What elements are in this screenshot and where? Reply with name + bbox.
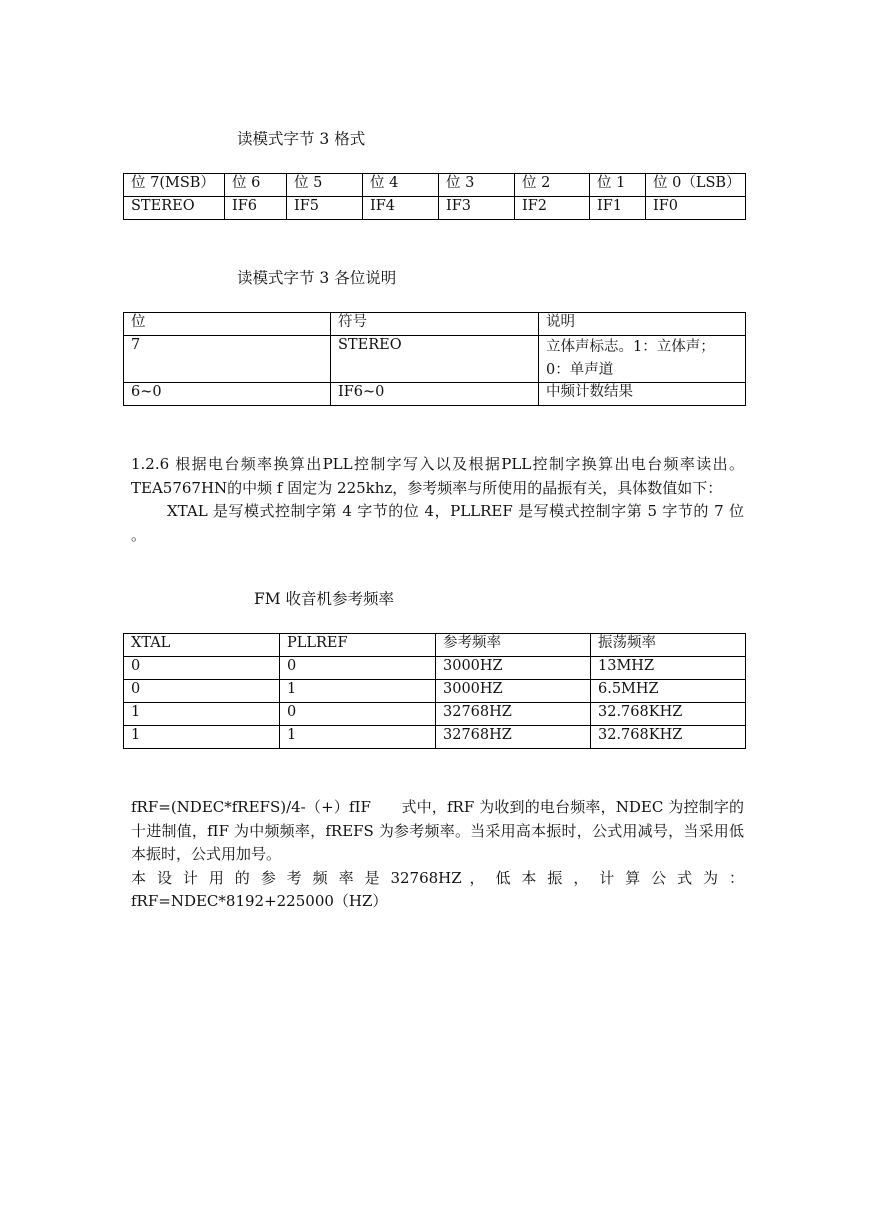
table-cell: 中频计数结果 (539, 383, 746, 406)
table1-caption: 读模式字节 3 格式 (237, 130, 366, 148)
header-cell: 位 3 (439, 174, 515, 197)
formula-explanation: fRF=(NDEC*fREFS)/4-（+）fIF 式中，fRF 为收到的电台频率，NDEC 为控制字的十进制值，fIF 为中频频率，fREFS 为参考频率。当采用高本振时，公式用减号，当采用低本振时，公式用加号。 (131, 798, 744, 863)
table-header-row (124, 313, 746, 336)
table-row (124, 336, 746, 383)
header-cell: 说明 (539, 313, 746, 336)
table-cell: 32.768KHZ (591, 703, 746, 726)
paragraph-pll (131, 453, 744, 547)
header-cell: 位 7(MSB） (124, 174, 225, 197)
design-reference-line: 本 设 计 用 的 参 考 频 率 是 32768HZ ， 低 本 振 ， 计 算 公 式 为 ： (131, 868, 744, 887)
header-cell: 位 4 (363, 174, 439, 197)
table-cell: 1 (124, 726, 280, 749)
table-row (124, 703, 746, 726)
header-cell: XTAL (124, 634, 280, 657)
table-row (124, 657, 746, 680)
table-cell: 13MHZ (591, 657, 746, 680)
table-cell: IF3 (439, 197, 515, 220)
table-cell: 0 (124, 657, 280, 680)
paragraph-text: 1.2.6 根据电台频率换算出PLL控制字写入以及根据PLL控制字换算出电台频率读出。TEA5767HN的中频 f 固定为 225khz，参考频率与所使用的晶振有关，具体数值如下： (131, 455, 744, 497)
table-cell: IF5 (287, 197, 363, 220)
header-cell: 位 6 (225, 174, 287, 197)
header-cell: 位 1 (590, 174, 646, 197)
header-cell: 参考频率 (436, 634, 591, 657)
table2-caption: 读模式字节 3 各位说明 (237, 269, 397, 287)
table-header-row (124, 174, 746, 197)
table-cell: 7 (124, 336, 331, 383)
table-cell: STEREO (331, 336, 539, 383)
fm-reference-frequency-table (123, 633, 746, 749)
header-cell: 振荡频率 (591, 634, 746, 657)
table-cell: STEREO (124, 197, 225, 220)
read-byte3-format-table (123, 173, 746, 220)
table-cell: 1 (280, 726, 436, 749)
table-cell: 1 (280, 680, 436, 703)
table-cell: 32.768KHZ (591, 726, 746, 749)
table-cell: IF1 (590, 197, 646, 220)
table-row (124, 726, 746, 749)
table-cell: 0 (280, 703, 436, 726)
header-cell: 符号 (331, 313, 539, 336)
header-cell: 位 2 (515, 174, 590, 197)
header-cell: 位 5 (287, 174, 363, 197)
read-byte3-bits-table (123, 312, 746, 406)
header-cell: PLLREF (280, 634, 436, 657)
table3-caption: FM 收音机参考频率 (254, 590, 395, 608)
header-cell: 位 0（LSB） (646, 174, 746, 197)
formula-line: fRF=NDEC*8192+225000（HZ） (131, 892, 388, 910)
table-cell: 3000HZ (436, 657, 591, 680)
table-row (124, 680, 746, 703)
table-cell: IF2 (515, 197, 590, 220)
table-cell: 6~0 (124, 383, 331, 406)
table-cell: 0 (280, 657, 436, 680)
table-cell: 3000HZ (436, 680, 591, 703)
table-cell: 32768HZ (436, 726, 591, 749)
table-cell: IF4 (363, 197, 439, 220)
table-cell: 6.5MHZ (591, 680, 746, 703)
table-cell: IF0 (646, 197, 746, 220)
table-cell: 0 (124, 680, 280, 703)
table-cell: 立体声标志。1：立体声；0：单声道 (539, 336, 746, 383)
table-cell: 32768HZ (436, 703, 591, 726)
paragraph-indent-text: XTAL 是写模式控制字第 4 字节的位 4，PLLREF 是写模式控制字第 5 字节的 7 位 。 (131, 502, 744, 544)
paragraph-formula (131, 796, 744, 914)
table-cell: 1 (124, 703, 280, 726)
table-row (124, 197, 746, 220)
table-cell: IF6 (225, 197, 287, 220)
table-header-row (124, 634, 746, 657)
table-cell: IF6~0 (331, 383, 539, 406)
table-row (124, 383, 746, 406)
header-cell: 位 (124, 313, 331, 336)
